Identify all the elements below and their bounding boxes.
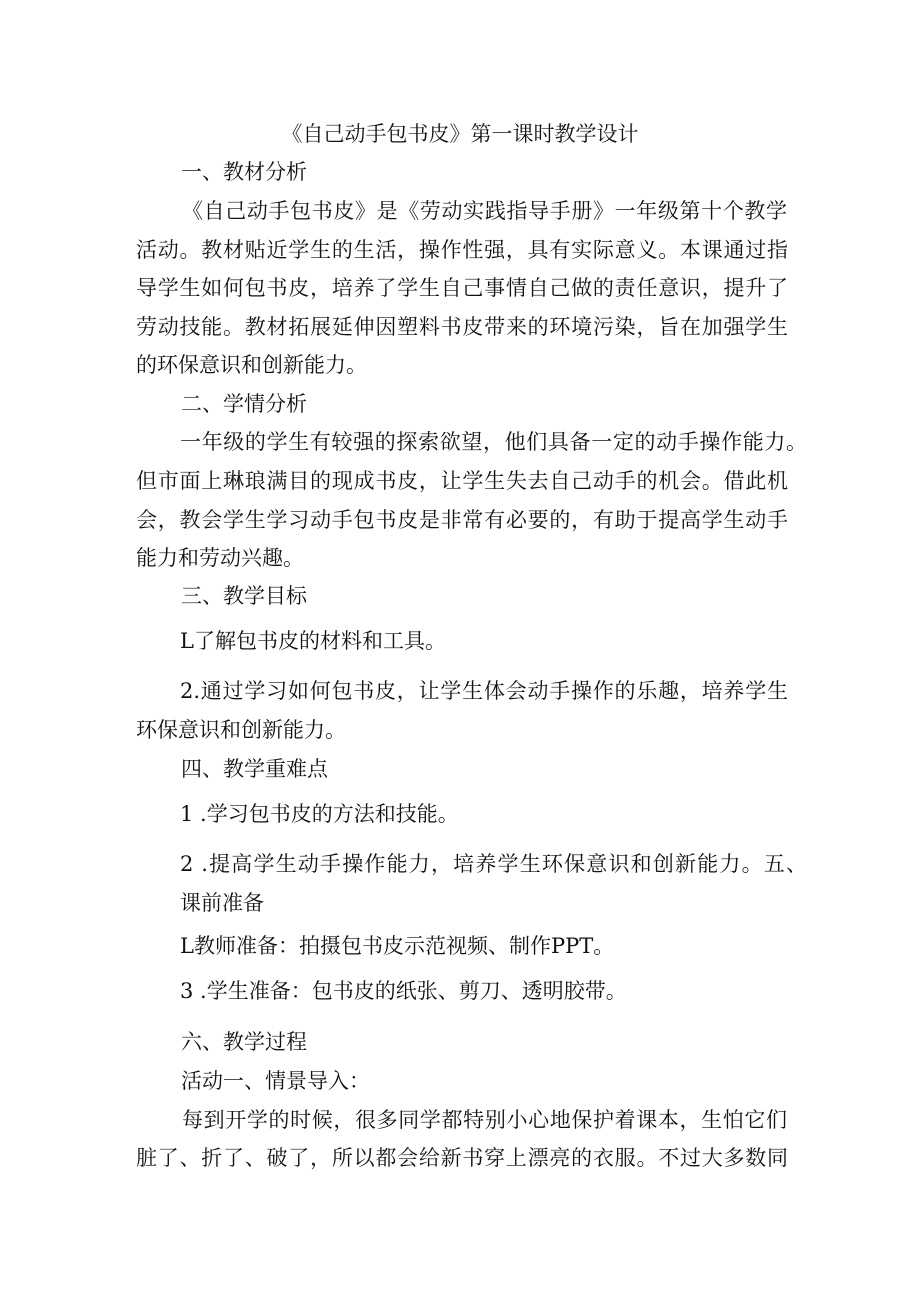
section-heading-1: 一、教材分析 bbox=[181, 160, 307, 184]
paragraph-line: 的环保意识和创新能力。 bbox=[136, 353, 367, 377]
paragraph-line: 会，教会学生学习动手包书皮是非常有必要的，有助于提高学生动手 bbox=[136, 508, 788, 532]
list-item: 3 .学生准备：包书皮的纸张、剪刀、透明胶带。 bbox=[180, 979, 627, 1003]
paragraph-line: 劳动技能。教材拓展延伸因塑料书皮带来的环境污染，旨在加强学生 bbox=[136, 315, 788, 339]
paragraph-line: 但市面上琳琅满目的现成书皮，让学生失去自己动手的机会。借此机 bbox=[136, 469, 788, 493]
section-heading-5: 课前准备 bbox=[180, 891, 264, 915]
list-item: 2.通过学习如何包书皮，让学生体会动手操作的乐趣，培养学生 bbox=[180, 679, 788, 703]
section-heading-6: 六、教学过程 bbox=[181, 1030, 307, 1054]
paragraph-line: 脏了、折了、破了，所以都会给新书穿上漂亮的衣服。不过大多数同 bbox=[136, 1146, 788, 1170]
list-item: 1 .学习包书皮的方法和技能。 bbox=[180, 802, 459, 826]
section-heading-3: 三、教学目标 bbox=[181, 584, 307, 608]
section-heading-2: 二、学情分析 bbox=[181, 392, 307, 416]
paragraph-line: 每到开学的时候，很多同学都特别小心地保护着课本，生怕它们 bbox=[182, 1108, 787, 1132]
paragraph-line: 导学生如何包书皮，培养了学生自己事情自己做的责任意识，提升了 bbox=[136, 276, 788, 300]
activity-heading: 活动一、情景导入： bbox=[181, 1069, 370, 1093]
list-item: L了解包书皮的材料和工具。 bbox=[180, 629, 446, 653]
paragraph-line: 活动。教材贴近学生的生活，操作性强，具有实际意义。本课通过指 bbox=[136, 238, 788, 262]
paragraph-line: 《自己动手包书皮》是《劳动实践指导手册》一年级第十个教学 bbox=[182, 199, 787, 223]
document-title: 《自己动手包书皮》第一课时教学设计 bbox=[281, 122, 639, 146]
paragraph-line: 一年级的学生有较强的探索欲望，他们具备一定的动手操作能力。 bbox=[180, 430, 807, 454]
list-item: L教师准备：拍摄包书皮示范视频、制作PPT。 bbox=[180, 934, 615, 958]
list-item: 2 .提高学生动手操作能力，培养学生环保意识和创新能力。五、 bbox=[180, 852, 807, 876]
paragraph-line: 环保意识和创新能力。 bbox=[136, 718, 346, 742]
paragraph-line: 能力和劳动兴趣。 bbox=[136, 546, 304, 570]
section-heading-4: 四、教学重难点 bbox=[181, 757, 328, 781]
